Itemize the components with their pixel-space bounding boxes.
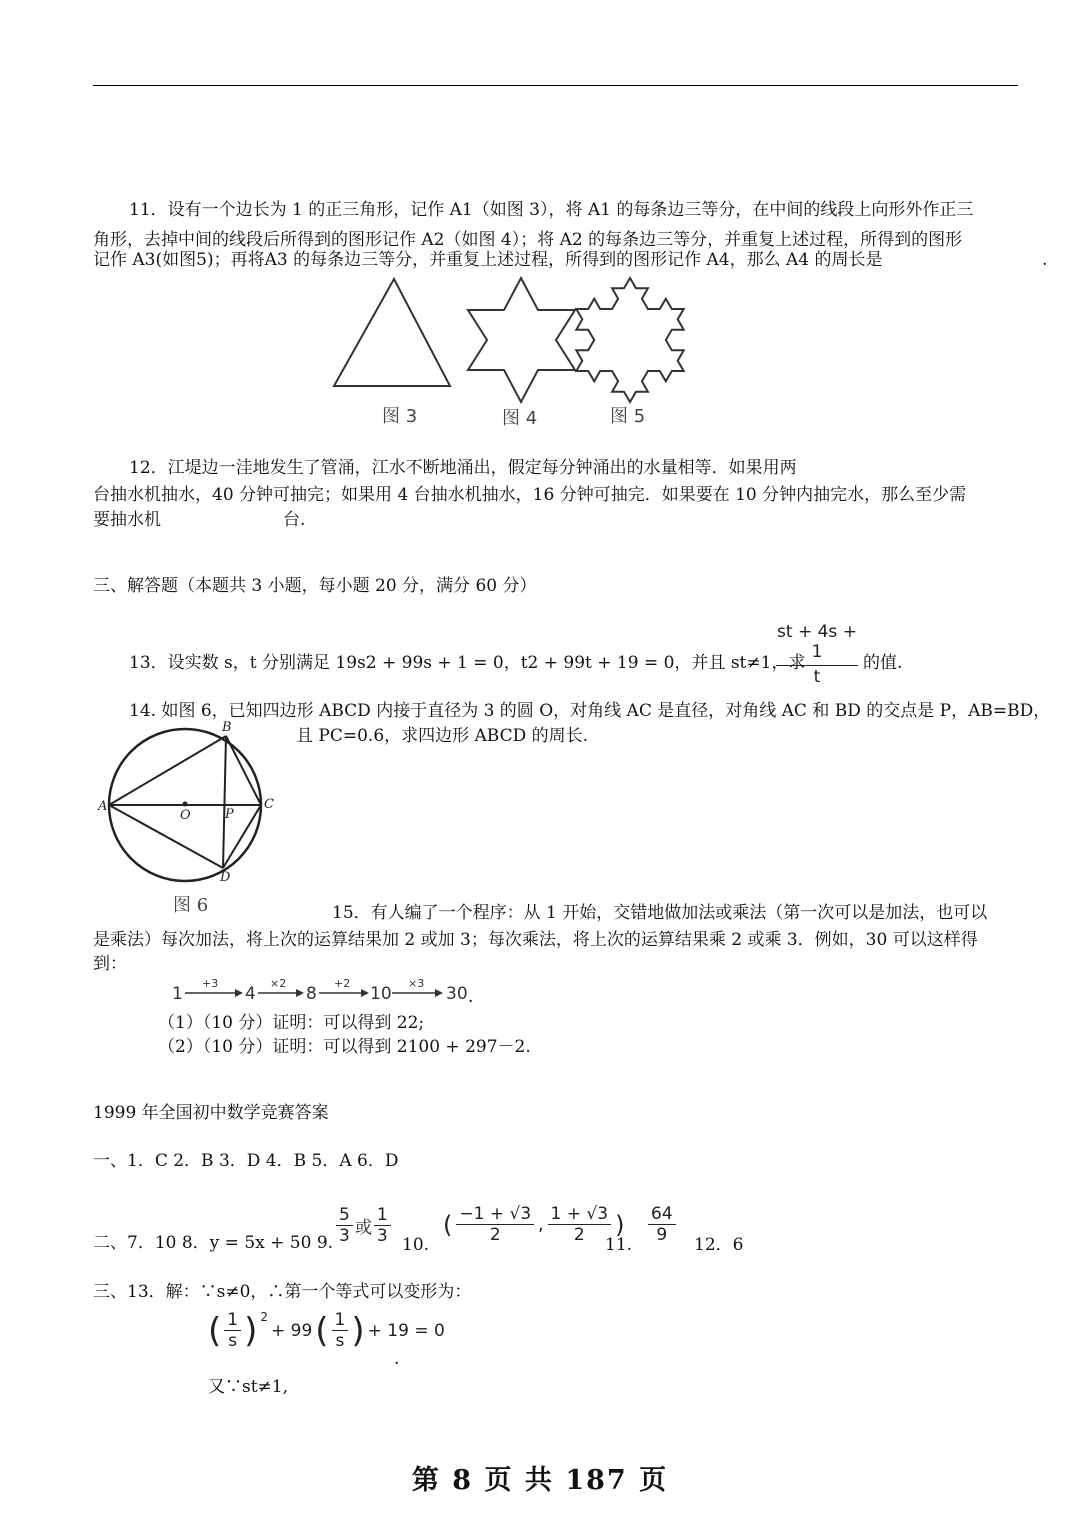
label-C: C [264,797,274,812]
star-figure-4 [468,278,575,402]
ans9-den1: 3 [339,1226,350,1246]
page-footer: 第 8 页 共 187 页 [411,1465,669,1496]
op-2: ×2 [270,977,287,990]
answers-title: 1999 年全国初中数学竞赛答案 [93,1103,329,1123]
label-B: B [222,720,232,735]
q14-line2: 且 PC=0.6，求四边形 ABCD 的周长. [296,726,589,746]
answer-11-label: 11. [605,1235,633,1255]
op-4: ×3 [408,977,425,990]
chain-5: 30 [446,984,468,1004]
answer-10-label: 10. [402,1235,430,1255]
q15-line3: 到： [93,954,127,974]
figure-6-caption: 图 6 [173,895,209,916]
chain-1: 1 [172,984,183,1004]
q11-line3: 记作 A3(如图5)；再将A3 的每条边三等分，并重复上述过程，所得到的图形记作 A4，那么 A4 的周长是 [93,250,883,270]
figure-6-circle [95,718,285,918]
answers-7-8-9-label: 二、7．10 8．y = 5x + 50 9. [93,1233,334,1253]
ans11-den: 9 [656,1225,668,1245]
q12-line2: 台抽水机抽水，40 分钟可抽完；如果用 4 台抽水机抽水，16 分钟可抽完．如果要在 10 分钟内抽完水，那么至少需 [93,485,967,505]
answer-9-fractions [336,1205,391,1246]
total-pages: 187 [565,1465,628,1496]
equation-dot: . [394,1349,400,1369]
answers-section-1: 一、1．C 2．B 3．D 4．B 5．A 6．D [93,1151,399,1171]
op-3: +2 [334,977,351,990]
label-O: O [180,808,191,823]
q15-part1: （1）（10 分）证明：可以得到 22; [158,1013,425,1033]
page-number: 8 [452,1465,474,1496]
q15-line1: 15．有人编了一个程序：从 1 开始，交错地做加法或乘法（第一次可以是加法，也可以 [332,903,988,923]
q13-tail: 的值. [863,653,903,673]
figure-4-caption: 图 4 [502,408,538,429]
chain-4: 10 [370,984,392,1004]
ans10-den1: 2 [489,1225,501,1245]
ans10-num1: −1 + √3 [456,1204,534,1225]
label-D: D [220,870,231,885]
q13-text: 13．设实数 s，t 分别满足 19s2 + 99s + 1 = 0，t2 + 99t + 19 = 0，并且 st≠1，求 [129,653,806,673]
q15-line2: 是乘法）每次加法，将上次的运算结果加 2 或加 3；每次乘法，将上次的运算结果乘 2 或乘 3．例如，30 可以这样得 [93,930,978,950]
op-1: +3 [202,977,219,990]
figure-5-caption: 图 5 [610,406,646,427]
q11-blank-end: . [1042,250,1048,270]
answer-13-again: 又∵st≠1, [208,1377,289,1397]
triangle-figure-3 [334,279,450,386]
q12-line3: 要抽水机 台. [93,510,306,530]
figure-3-caption: 图 3 [382,406,418,427]
ans10-num2: 1 + √3 [548,1204,612,1225]
ans9-den2: 3 [376,1226,388,1246]
q13-frac-den: t [813,667,821,687]
answer-12: 12．6 [694,1235,744,1255]
figure-3-4-5 [320,270,700,440]
ans11-num: 64 [648,1204,676,1225]
section-3-heading: 三、解答题（本题共 3 小题，每小题 20 分，满分 60 分） [93,576,537,596]
ans9-num1: 5 [336,1205,353,1226]
q12-line1: 12．江堤边一洼地发生了管涌，江水不断地涌出，假定每分钟涌出的水量相等．如果用两 [129,458,797,478]
header-rule [93,85,1018,86]
chain-2: 4 [245,984,256,1004]
eq-den: s [228,1331,238,1351]
q15-operation-chain [170,975,480,1007]
q11-line2: 角形，去掉中间的线段后所得到的图形记作 A2（如图 4）；将 A2 的每条边三等分，并重复上述过程，所得到的图形 [93,230,963,250]
answer-13-equation: ( $\frac{1}{s}$ ) 2 + 99 ( $\frac{1}{s}$ ) + 19 = 0 [208,1310,445,1351]
label-P: P [225,807,234,822]
q15-chain-end: . [468,987,474,1007]
answer-10-point: ( $\frac{-1 + √3}{2}$ , $\frac{1 + √3}{2}$ ) [443,1204,625,1245]
answer-11-fraction [648,1204,676,1245]
snowflake-figure-5 [576,278,683,402]
answers-section-3: 三、13．解：∵s≠0，∴第一个等式可以变形为： [93,1282,472,1302]
ans9-num2: 1 [374,1205,391,1226]
q15-part2: （2）（10 分）证明：可以得到 2100 + 297－2. [158,1037,531,1057]
ans9-or: 或 [354,1218,372,1238]
ans10-den2: 2 [573,1225,585,1245]
q13-frac-num: st + 4s + 1 [776,622,858,666]
chain-3: 8 [306,984,317,1004]
q14-line1: 14. 如图 6，已知四边形 ABCD 内接于直径为 3 的圆 O，对角线 AC 是直径，对角线 AC 和 BD 的交点是 P，AB=BD， [129,701,1051,721]
eq-num: 1 [224,1310,241,1331]
label-A: A [98,799,108,814]
q13-fraction [776,622,858,687]
q11-line1: 11．设有一个边长为 1 的正三角形，记作 A1（如图 3），将 A1 的每条边三等分，在中间的线段上向形外作正三 [129,200,974,220]
